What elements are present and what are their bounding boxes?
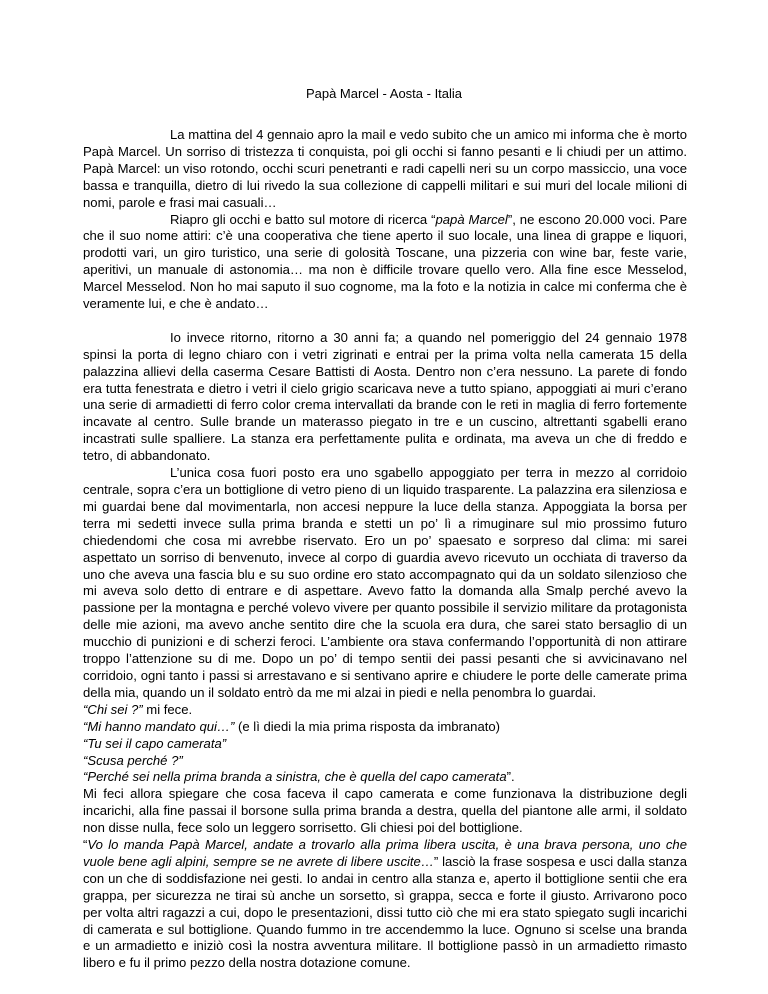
dialogue-2-quote: “Mi hanno mandato qui…” <box>83 718 235 734</box>
paragraph-1: La mattina del 4 gennaio apro la mail e vedo subito che un amico mi informa che è morto Papà Marcel. Un sorriso di tristezza ti conquista, poi gli occhi si fanno pesanti e li chiudi per un attimo. Papà Marcel: un viso rotondo, occhi scuri penetranti e radi capelli neri su un corpo massiccio, una voce bassa e tranquilla, dietro di lui rivedo la sua collezione di cappelli militari e sui muri del locale milioni di nomi, parole e frasi mai casuali… <box>83 127 687 210</box>
paragraph-6-end: ” lasciò la frase sospesa e usci dalla stanza con un che di soddisfazione nei gesti. Io andai in centro alla stanza e, aperto il bottiglione sentii che era grappa, per sicurezza ne tirai sù anche un sorsetto, sì grappa, secca e forte il giusto. Arrivarono poco per volta altri ragazzi a cui, dopo le presentazioni, dissi tutto ciò che mi era stato spiegato sugli incarichi di camerata e sul bottiglione. Quando fummo in tre accendemmo la luce. Ognuno si scelse una branda e un armadietto e iniziò così la nostra avventura militare. Il bottiglione passò in un armadietto rimasto libero e fu il primo pezzo della nostra dotazione comune. <box>83 853 687 971</box>
paragraph-6 <box>83 837 687 972</box>
paragraph-6-open: “ <box>83 837 88 853</box>
dialogue-5-quote: “Perché sei nella prima branda a sinistra, che è quella del capo camerata <box>83 769 507 785</box>
dialogue-2-text: (e lì diedi la mia prima risposta da imbranato) <box>234 718 501 734</box>
dialogue-line-3 <box>83 736 687 753</box>
dialogue-line-4 <box>83 753 687 770</box>
paragraph-2-start: Riapro gli occhi e batto sul motore di ricerca “ <box>170 211 436 227</box>
dialogue-line-5 <box>83 769 687 786</box>
search-term: papà Marcel <box>435 211 508 227</box>
paragraph-5: Mi feci allora spiegare che cosa faceva il capo camerata e come funzionava la distribuzione degli incarichi, alla fine passai il borsone sulla prima branda a destra, quella del piantone alle armi, il soldato non disse nulla, fece solo un leggero sorrisetto. Gli chiesi poi del bottiglione. <box>83 786 687 836</box>
dialogue-3-quote: “Tu sei il capo camerata” <box>83 735 227 751</box>
paragraph-6-quote: Vo lo manda Papà Marcel, andate a trovarlo alla prima libera uscita, è una brava persona, uno che vuole bene agli alpini, sempre se ne avrete di libere uscite… <box>83 837 687 869</box>
dialogue-line-2 <box>83 719 687 736</box>
dialogue-1-quote: “Chi sei ?” <box>83 701 143 717</box>
document-title: Papà Marcel - Aosta - Italia <box>305 86 463 101</box>
dialogue-5-text: ”. <box>506 769 515 785</box>
paragraph-3: Io invece ritorno, ritorno a 30 anni fa; a quando nel pomeriggio del 24 gennaio 1978 spinsi la porta di legno chiaro con i vetri zigrinati e entrai per la prima volta nella camerata 15 della palazzina allievi della caserma Cesare Battisti di Aosta. Dentro non c’era nessuno. La parete di fondo era tutta fenestrata e dietro i vetri il cielo grigio scaricava neve a tutto spiano, appoggiati ai muri c’erano una serie di armadietti di ferro color crema intervallati da brande con le reti in maglia di ferro fortemente incavate al centro. Sulle brande un materasso piegato in tre e un cuscino, altrettanti sgabelli erano incastrati sulle spalliere. La stanza era perfettamente pulita e ordinata, ma aveva un che di freddo e tetro, di abbandonato. <box>83 329 687 464</box>
dialogue-line-1 <box>83 702 687 719</box>
document-body <box>83 127 687 972</box>
paragraph-2-end: ”, ne escono 20.000 voci. Pare che il suo nome attiri: c’è una cooperativa che tiene aperto il suo locale, una linea di grappe e liquori, prodotti vari, un giro turistico, una serie di golosità Toscane, una pizzeria con wine bar, feste varie, aperitivi, un manuale di astonomia… ma non è difficile trovare quello vero. Alla fine esce Messelod, Marcel Messelod. Non ho mai saputo il suo cognome, ma la foto e la notizia in calce mi conferma che è veramente lui, e che è andato… <box>83 211 687 312</box>
paragraph-4: L’unica cosa fuori posto era uno sgabello appoggiato per terra in mezzo al corridoio centrale, sopra c’era un bottiglione di vetro pieno di un liquido trasparente. La palazzina era silenziosa e mi guardai bene dal movimentarla, non accesi neppure la luce della stanza. Appoggiata la borsa per terra mi sedetti invece sulla prima branda e stetti un po’ lì a rimuginare sul mio prossimo futuro chiedendomi che cosa mi avrebbe riservato. Ero un po’ spaesato e sorpreso dal clima: mi sarei aspettato un sorriso di benvenuto, invece al corpo di guardia avevo ricevuto un occhiata di traverso da uno che aveva una fascia blu e su suo ordine ero stato accompagnato qui da un soldato silenzioso che mi aveva solo detto di entrare e di aspettare. Avevo fatto la domanda alla Smalp perché avevo la passione per la montagna e perché volevo vivere per quanto possibile il servizio militare da protagonista delle mie azioni, ma avevo anche sentito dire che la scuola era dura, che sarei stato bersaglio di un mucchio di punizioni e di scherzi feroci. L’ambiente ora stava confermando l’opportunità di non attirare troppo l’attenzione su di me. Dopo un po’ di tempo sentii dei passi pesanti che si avvicinavano nel corridoio, ogni tanto i passi si arrestavano e si sentivano aprire e chiudere le porte delle camerate prima della mia, quando un il soldato entrò da me mi alzai in piedi e nella penombra lo guardai. <box>83 465 687 700</box>
dialogue-4-quote: “Scusa perché ?” <box>83 752 183 768</box>
dialogue-1-text: mi fece. <box>142 701 193 717</box>
paragraph-2 <box>83 212 687 313</box>
